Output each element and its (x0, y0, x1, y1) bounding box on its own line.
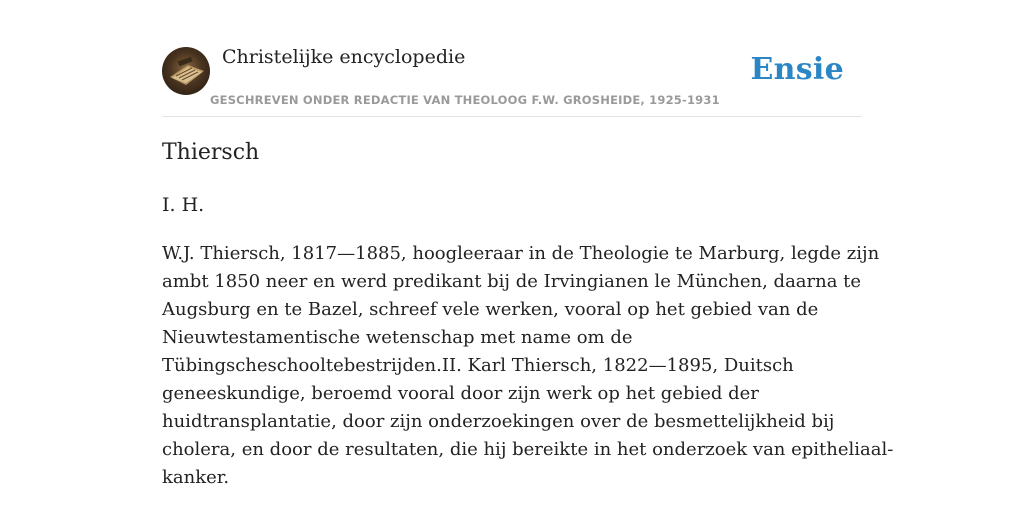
article-body (162, 240, 894, 492)
book-photo-icon[interactable] (162, 47, 210, 95)
body-line: W.J. Thiersch, 1817—1885, hoogleeraar in de Theologie te Marburg, legde zijn (162, 243, 880, 264)
body-line: Augsburg en te Bazel, schreef vele werken, vooral op het gebied van de (162, 299, 819, 320)
site-title[interactable]: Christelijke encyclopedie (222, 46, 466, 68)
body-line: cholera, en door de resultaten, die hij bereikte in het onderzoek van epitheliaal- (162, 439, 894, 460)
site-subtitle: GESCHREVEN ONDER REDACTIE VAN THEOLOOG F.W. GROSHEIDE, 1925-1931 (210, 93, 720, 107)
brand-logo[interactable]: Ensie (750, 52, 844, 87)
article-author: I. H. (162, 194, 205, 216)
body-line: huidtransplantatie, door zijn onderzoekingen over de besmettelijkheid bij (162, 411, 835, 432)
body-line: geneeskundige, beroemd vooral door zijn werk op het gebied der (162, 383, 759, 404)
body-line: Nieuwtestamentische wetenschap met name om de (162, 327, 633, 348)
body-line: kanker. (162, 467, 230, 488)
site-header (162, 46, 862, 117)
body-line: Tübingscheschooltebestrijden.II. Karl Thiersch, 1822—1895, Duitsch (162, 355, 794, 376)
article-title: Thiersch (162, 140, 260, 165)
body-line: ambt 1850 neer en werd predikant bij de Irvingianen le München, daarna te (162, 271, 862, 292)
